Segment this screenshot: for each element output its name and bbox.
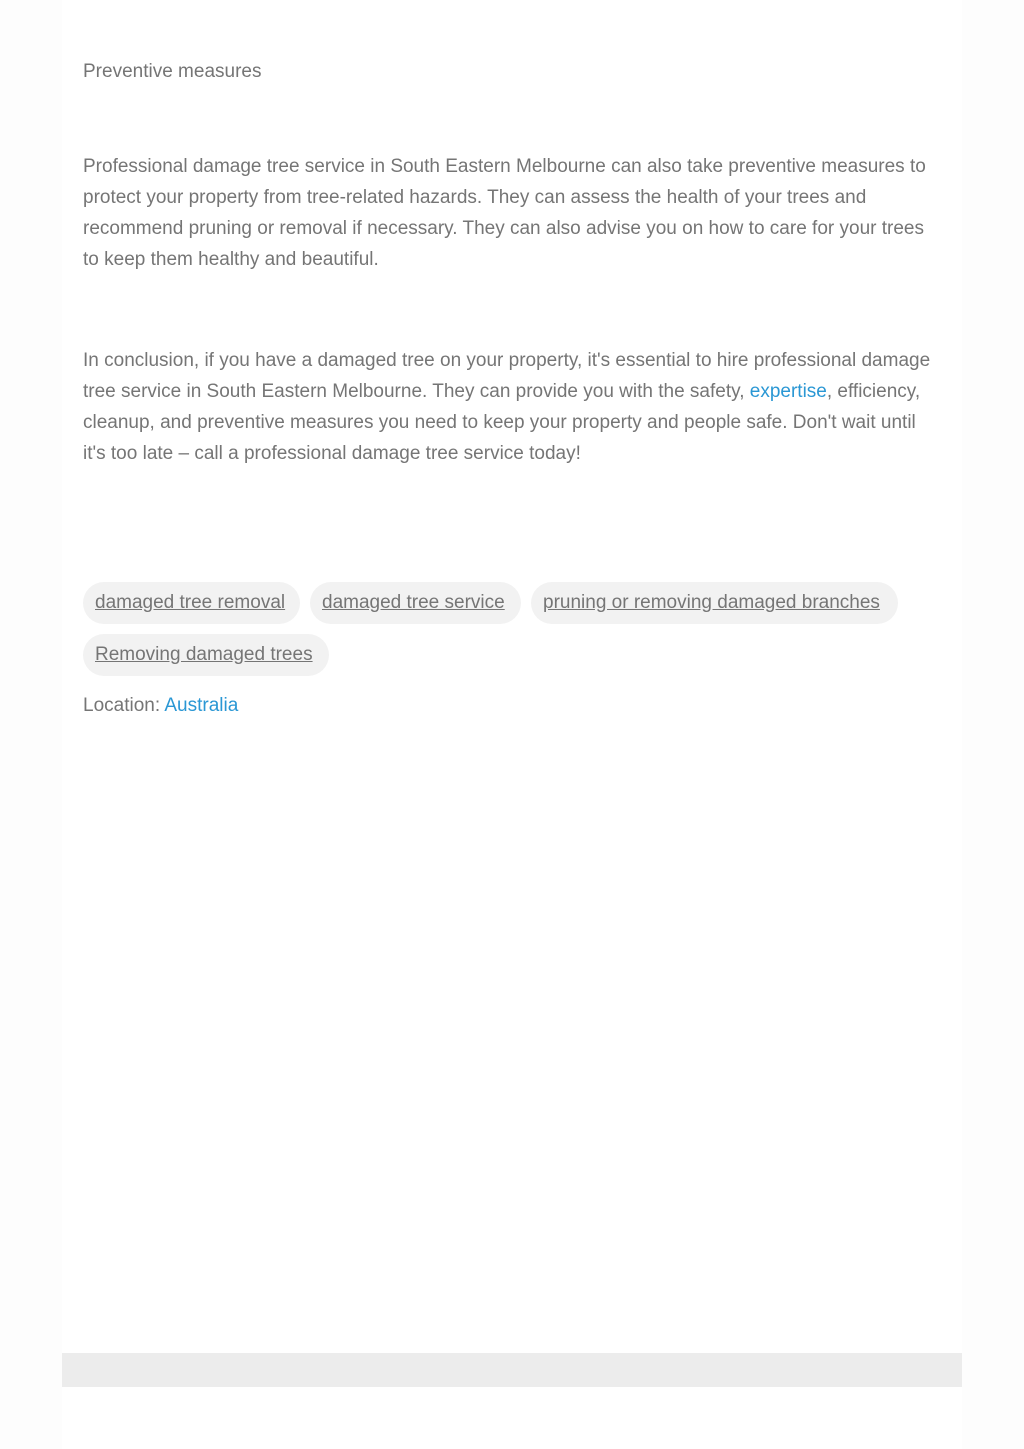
tag-damaged-tree-service[interactable]: damaged tree service — [310, 582, 521, 624]
location-label: Location: — [83, 695, 165, 716]
tag-removing-damaged-trees[interactable]: Removing damaged trees — [83, 634, 329, 676]
footer-bar — [62, 1353, 962, 1387]
paragraph-text-after-link: , efficiency, cleanup, and preventive measures you need to keep your property and people safe. Don't wait until it's too late – call a professional damage tree service today! — [83, 381, 921, 464]
tag-damaged-tree-removal[interactable]: damaged tree removal — [83, 582, 300, 624]
conclusion-paragraph — [83, 345, 943, 469]
location-line — [83, 694, 238, 718]
location-link[interactable]: Australia — [164, 695, 239, 716]
tag-pruning-or-removing-damaged-branches[interactable]: pruning or removing damaged branches — [531, 582, 898, 624]
article-paragraph: Professional damage tree service in South Eastern Melbourne can also take preventive measures to protect your property from tree-related hazards. They can assess the health of your trees and recommend pruning or removal if necessary. They can also advise you on how to care for your trees to keep them healthy and beautiful. — [83, 156, 926, 270]
section-heading: Preventive measures — [83, 61, 262, 82]
paragraph-text-before-link: In conclusion, if you have a damaged tree on your property, it's essential to hire professional damage tree service in South Eastern Melbourne. They can provide you with the safety, — [83, 350, 931, 402]
expertise-link[interactable]: expertise — [749, 381, 827, 402]
